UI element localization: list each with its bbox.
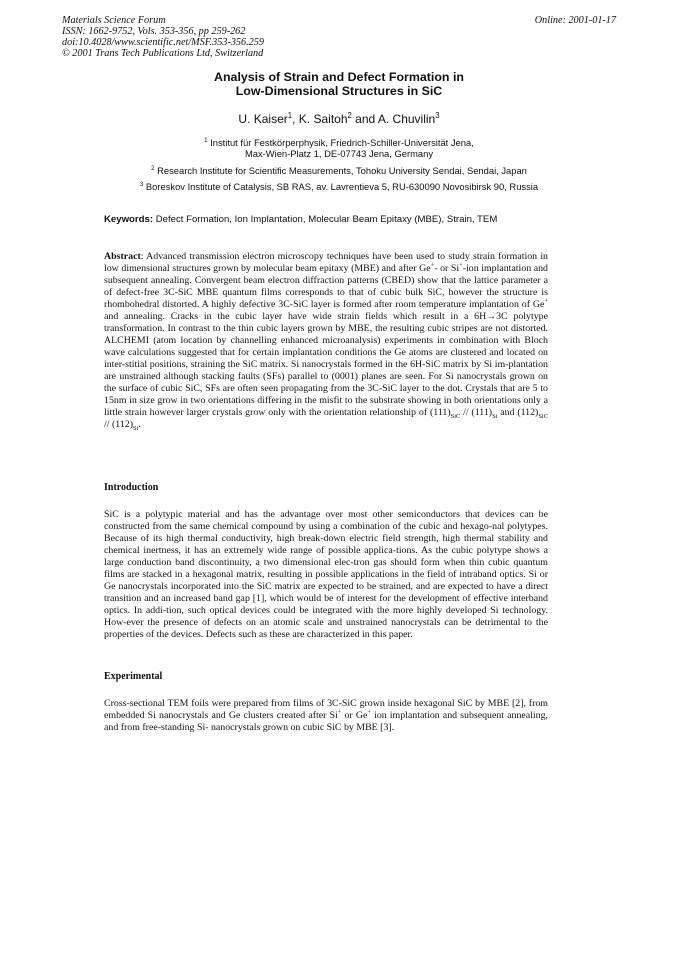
journal-name: Materials Science Forum <box>62 15 166 26</box>
keywords-text: Defect Formation, Ion Implantation, Molecular Beam Epitaxy (MBE), Strain, TEM <box>153 214 498 225</box>
charge-superscript: + <box>337 708 342 716</box>
abstract-text: and (112) <box>497 407 539 418</box>
experimental-text-part: or Ge <box>341 710 368 721</box>
experimental-heading: Experimental <box>104 671 163 682</box>
experimental-text <box>104 698 548 734</box>
affiliation-3-mark: 3 <box>139 180 144 188</box>
affiliation-1 <box>62 137 616 159</box>
charge-superscript: + <box>544 297 548 305</box>
charge-superscript: + <box>367 708 371 716</box>
abstract-text: // (112) <box>104 419 133 430</box>
author-1: U. Kaiser <box>238 112 288 126</box>
abstract-text: : Advanced transmission electron microscopy techniques have been used to study strain formation in low dimensional structures grown by molecular beam epitaxy (MBE) and after Ge <box>104 251 548 274</box>
affiliation-1-line-2: Max-Wien-Platz 1, DE-07743 Jena, Germany <box>244 148 434 159</box>
abstract-text: - or Si <box>434 263 460 274</box>
subscript: SiC <box>538 412 548 420</box>
affiliation-1-mark: 1 <box>204 136 208 144</box>
copyright-line: © 2001 Trans Tech Publications Ltd, Switzerland <box>62 48 264 59</box>
abstract <box>104 251 548 431</box>
keywords <box>104 214 497 225</box>
doi-line[interactable]: doi:10.4028/www.scientific.net/MSF.353-356.259 <box>62 37 264 48</box>
abstract-text: and annealing. Cracks in the cubic layer have wide strain fields which result in a 6H→3C polytype transformation. In contrast to the thin cubic layers grown by MBE, the resulting cubic stripes are not distorted. ALCHEMI (atom location by channelling enhanced microanalysis) experiments in combination with Bloch wave calculations suggested that for certain implantation conditions the Ge atoms are clustered and located on inter-stitial positions, straining the SiC matrix. Si nanocrystals formed in the 6H-SiC matrix by Si im-plantation are unstrained although stacking faults (SFs) parallel to (0001) planes are seen. For Si nanocrystals grown on the surface of cubic SiC, SFs are often seen propagating from the 3C-SiC layer to the dot. Crystals that are 5 to 15nm in size grow in two orientations differing in the misfit to the substrate showing in both orientations only a little strain however larger crystals grow only with the orientation relationship of (111) <box>104 311 548 418</box>
abstract-text: // (111) <box>460 407 493 418</box>
journal-header <box>62 15 264 59</box>
author-2: K. Saitoh <box>298 112 348 126</box>
subscript: Si <box>132 424 139 432</box>
introduction-text: SiC is a polytypic material and has the advantage over most other semiconductors that devices can be constructed from the same chemical compound by using a combination of the cubic and hexago-nal polytypes. Because of its high thermal conductivity, high break-down electric field strength, high thermal stability and chemical inertness, it has an extremely wide range of possible applica-tions. As the cubic polytype shows a large conduction band discontinuity, a two dimensional elec-tron gas should form when thin cubic quantum films are stacked in a hexagonal matrix, resulting in possible applications in the field of intraband optics. Si or Ge nanocrystals incorporated into the SiC matrix are expected to be strained, and are expected to have a direct transition and an increased band gap [1], which would be of interest for the development of effective interband optics. In addi-tion, such optical devices could be integrated with the more highly developed Si technology. How-ever the presence of defects on an atomic scale and unstrained nanocrystals can be detrimental to the properties of the devices. Defects such as these are characterized in this paper. <box>104 509 548 640</box>
issn-line: ISSN: 1662-9752, Vols. 353-356, pp 259-262 <box>62 26 246 37</box>
affiliation-2 <box>62 165 616 176</box>
author-2-affiliation-mark: 2 <box>347 111 352 120</box>
abstract-text: . <box>138 419 141 430</box>
title-line-2: Low-Dimensional Structures in SiC <box>235 84 443 98</box>
affiliation-2-text: Research Institute for Scientific Measurements, Tohoku University Sendai, Sendai, Japan <box>157 165 527 176</box>
author-list <box>62 112 616 126</box>
keywords-label: Keywords: <box>104 214 154 225</box>
experimental-text-part: Cross-sectional TEM foils were prepared from films of 3C-SiC grown inside hexagonal SiC by MBE [2], from embedded Si nanocrystals and Ge clusters created after Si <box>104 698 548 721</box>
introduction-heading: Introduction <box>104 482 159 493</box>
abstract-text: -ion implantation and subsequent annealing. Convergent beam electron diffraction patterns (CBED) show that the lattice parameter a of defect-free 3C-SiC MBE quantum films corresponds to that of cubic bulk SiC, however the structure is rhombohedral distorted. A highly defective 3C-SiC layer is formed after room temperature implantation of Ge <box>104 263 548 310</box>
subscript: SiC <box>450 412 461 420</box>
author-1-affiliation-mark: 1 <box>287 111 293 120</box>
online-date: Online: 2001-01-17 <box>534 15 616 26</box>
charge-superscript: + <box>459 261 463 269</box>
author-separator: , <box>292 112 299 126</box>
author-separator: and <box>351 112 378 126</box>
author-3-affiliation-mark: 3 <box>435 111 440 120</box>
paper-title <box>62 70 616 98</box>
author-3: A. Chuvilin <box>377 112 436 126</box>
affiliation-3-text: Boreskov Institute of Catalysis, SB RAS, av. Lavrentieva 5, RU-630090 Novosibirsk 90, Russia <box>145 181 539 192</box>
affiliation-2-mark: 2 <box>151 164 155 172</box>
affiliation-1-line-1: Institut für Festkörperphysik, Friedrich-Schiller-Universität Jena, <box>210 137 474 148</box>
charge-superscript: + <box>430 261 435 269</box>
title-line-1: Analysis of Strain and Defect Formation in <box>214 70 464 84</box>
abstract-label: Abstract <box>104 251 141 262</box>
subscript: Si <box>492 412 498 420</box>
affiliation-3 <box>62 181 616 192</box>
experimental-text-part: ion implantation and subsequent annealing, and from free-standing Si- nanocrystals grown on cubic SiC by MBE [3]. <box>104 710 549 733</box>
